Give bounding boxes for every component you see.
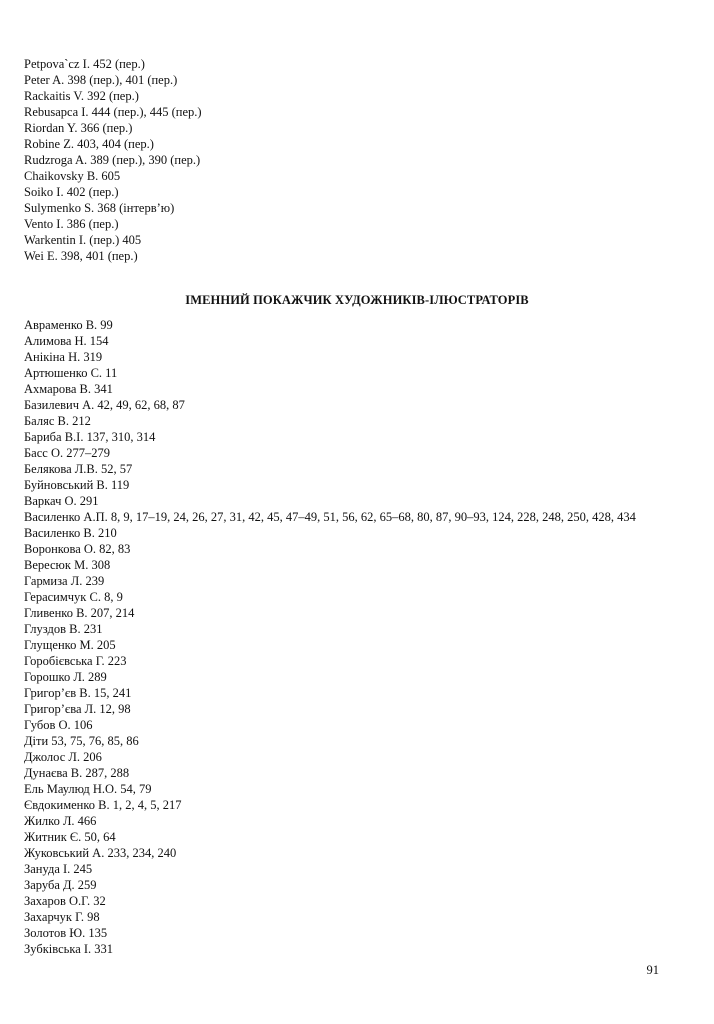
index-entry: Губов О. 106	[24, 718, 93, 732]
index-entry: Жилко Л. 466	[24, 814, 97, 828]
index-entry: Базилевич А. 42, 49, 62, 68, 87	[24, 398, 185, 412]
index-entry: Petpova`cz I. 452 (пер.)	[24, 57, 145, 71]
index-entry: Григор’єва Л. 12, 98	[24, 702, 131, 716]
index-entry: Rebusapca I. 444 (пер.), 445 (пер.)	[24, 105, 202, 119]
index-entry: Sulymenko S. 368 (інтерв’ю)	[24, 201, 175, 215]
illustrator-index-list	[24, 317, 636, 957]
index-entry: Chaikovsky B. 605	[24, 169, 121, 183]
index-entry: Василенко А.П. 8, 9, 17–19, 24, 26, 27, 31, 42, 45, 47–49, 51, 56, 62, 65–68, 80, 87, 90–93, 124, 228, 248, 250, 428, 434	[24, 510, 636, 524]
index-entry: Баляс В. 212	[24, 414, 91, 428]
index-entry: Гармиза Л. 239	[24, 574, 105, 588]
index-entry: Заруба Д. 259	[24, 878, 97, 892]
index-entry: Василенко В. 210	[24, 526, 117, 540]
index-entry: Глуздов В. 231	[24, 622, 103, 636]
index-entry: Гливенко В. 207, 214	[24, 606, 135, 620]
index-entry: Warkentin I. (пер.) 405	[24, 233, 142, 247]
index-entry: Буйновський В. 119	[24, 478, 130, 492]
index-entry: Вересюк М. 308	[24, 558, 111, 572]
index-entry: Ахмарова В. 341	[24, 382, 113, 396]
index-entry: Артюшенко С. 11	[24, 366, 118, 380]
index-entry: Джолос Л. 206	[24, 750, 102, 764]
index-entry: Soiko I. 402 (пер.)	[24, 185, 119, 199]
index-entry: Золотов Ю. 135	[24, 926, 108, 940]
index-entry: Vento I. 386 (пер.)	[24, 217, 119, 231]
index-entry: Герасимчук С. 8, 9	[24, 590, 123, 604]
index-entry: Бариба В.І. 137, 310, 314	[24, 430, 156, 444]
index-entry: Жуковський А. 233, 234, 240	[24, 846, 177, 860]
index-entry: Wei E. 398, 401 (пер.)	[24, 249, 138, 263]
index-entry: Басс О. 277–279	[24, 446, 110, 460]
index-entry: Алимова Н. 154	[24, 334, 109, 348]
index-entry: Горобієвська Г. 223	[24, 654, 127, 668]
index-entry: Горошко Л. 289	[24, 670, 107, 684]
index-entry: Зубківська І. 331	[24, 942, 114, 956]
page-number: 91	[646, 963, 659, 977]
index-entry: Авраменко В. 99	[24, 318, 113, 332]
index-entry: Григор’єв В. 15, 241	[24, 686, 132, 700]
index-entry: Зануда І. 245	[24, 862, 93, 876]
index-entry: Robine Z. 403, 404 (пер.)	[24, 137, 154, 151]
index-entry: Варкач О. 291	[24, 494, 99, 508]
index-entry: Ель Маулюд Н.О. 54, 79	[24, 782, 152, 796]
index-entry: Белякова Л.В. 52, 57	[24, 462, 133, 476]
index-entry: Євдокименко В. 1, 2, 4, 5, 217	[24, 798, 182, 812]
index-entry: Діти 53, 75, 76, 85, 86	[24, 734, 139, 748]
section-heading: ІМЕННИЙ ПОКАЖЧИК ХУДОЖНИКІВ-ІЛЮСТРАТОРІВ	[185, 293, 529, 307]
index-entry: Peter A. 398 (пер.), 401 (пер.)	[24, 73, 178, 87]
index-entry: Захаров О.Г. 32	[24, 894, 106, 908]
index-entry: Rackaitis V. 392 (пер.)	[24, 89, 139, 103]
index-entry: Житник Є. 50, 64	[24, 830, 116, 844]
index-entry: Воронкова О. 82, 83	[24, 542, 131, 556]
index-entry: Rudzroga A. 389 (пер.), 390 (пер.)	[24, 153, 201, 167]
index-entry: Анікіна Н. 319	[24, 350, 103, 364]
latin-index-list	[24, 56, 202, 264]
index-entry: Riordan Y. 366 (пер.)	[24, 121, 133, 135]
index-entry: Глущенко М. 205	[24, 638, 116, 652]
index-entry: Захарчук Г. 98	[24, 910, 100, 924]
index-entry: Дунаєва В. 287, 288	[24, 766, 130, 780]
